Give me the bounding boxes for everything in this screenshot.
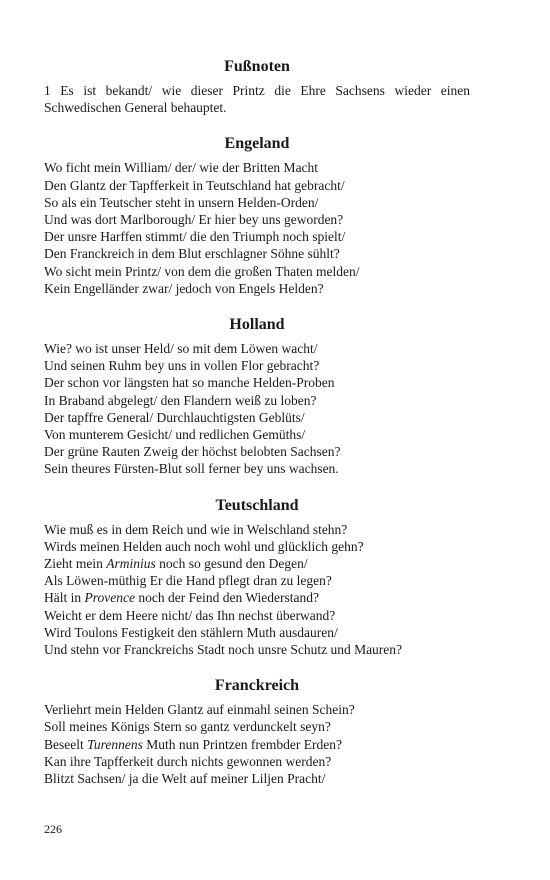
poem-section [44,675,470,787]
verse-line [44,624,470,641]
section-heading: Engeland [224,135,290,153]
verse-text: Und was dort Marlborough/ Er hier bey uns geworden? [44,212,344,228]
verse-line [44,555,470,572]
footnote-text: 1 Es ist bekandt/ wie dieser Printz die Ehre Sachsens wieder einen Schwedischen General behauptet. [44,83,470,116]
verse-line [44,589,470,606]
italic-name: Arminius [106,556,156,572]
verse-text: Kein Engelländer zwar/ jedoch von Engels Helden? [44,280,324,296]
italic-name: Turennens [87,736,143,752]
verse-text: Den Glantz der Tapfferkeit in Teutschland hat gebracht/ [44,177,345,193]
verse-text: Wirds meinen Helden auch noch wohl und glücklich gehn? [44,538,364,554]
verse-text: Sein theures Fürsten-Blut soll ferner bey uns wachsen. [44,461,339,477]
verse-text: Wo ficht mein William/ der/ wie der Britten Macht [44,160,319,176]
section-heading: Holland [229,316,285,334]
verse-line [44,641,470,658]
verse-line [44,538,470,555]
verse-text: Blitzt Sachsen/ ja die Welt auf meiner Liljen Pracht/ [44,771,326,787]
verse-line [44,753,470,770]
italic-name: Provence [84,590,135,606]
verse-text: Wie muß es in dem Reich und wie in Welschland stehn? [44,521,348,537]
verse-line [44,460,470,477]
verse-text: Der unsre Harffen stimmt/ die den Triumph noch spielt/ [44,229,346,245]
verse-text: Hält in [44,590,85,606]
verse-text: Soll meines Königs Stern so gantz verdunckelt seyn? [44,719,331,735]
verse-line [44,245,470,262]
footnotes-section [44,56,470,116]
verse-line [44,718,470,735]
verse-text: noch so gesund den Degen/ [155,556,308,572]
section-heading: Franckreich [214,677,300,695]
verse-text: Wie? wo ist unser Held/ so mit dem Löwen wacht/ [44,341,318,357]
verse-text: Weicht er dem Heere nicht/ das Ihn nechst überwand? [44,607,336,623]
verse-line [44,280,470,297]
page-body [44,56,470,804]
verse-text: Kan ihre Tapfferkeit durch nichts gewonnen werden? [44,753,332,769]
verse-line [44,701,470,718]
verse-line [44,263,470,280]
verse-text: noch der Feind den Wiederstand? [134,590,319,606]
verse-line [44,392,470,409]
verse-line [44,357,470,374]
verse-text: Der grüne Rauten Zweig der höchst belobten Sachsen? [44,444,341,460]
poem-section [44,133,470,297]
verse-text: Als Löwen-müthig Er die Hand pflegt dran zu legen? [44,573,332,589]
verse-text: Wo sicht mein Printz/ von dem die großen Thaten melden/ [44,263,360,279]
page-number: 226 [44,822,62,836]
verse-line [44,572,470,589]
verse-text: Der tapffre General/ Durchlauchtigsten Geblüts/ [44,409,305,425]
verse-text: Verliehrt mein Helden Glantz auf einmahl seinen Schein? [44,702,355,718]
verse-line [44,194,470,211]
poem-sections [44,133,470,787]
verse-text: In Braband abgelegt/ den Flandern weiß zu loben? [44,392,317,408]
verse-line [44,409,470,426]
verse-line [44,770,470,787]
verse-line [44,228,470,245]
verse-line [44,443,470,460]
verse-text: Zieht mein [44,556,107,572]
verse-text: Und seinen Ruhm bey uns in vollen Flor gebracht? [44,358,320,374]
verse-text: Wird Toulons Festigkeit den stählern Muth ausdauren/ [44,624,338,640]
verse-line [44,426,470,443]
poem-section [44,314,470,478]
verse-text: Der schon vor längsten hat so manche Helden-Proben [44,375,335,391]
verse-text: So als ein Teutscher steht in unsern Helden-Orden/ [44,194,319,210]
verse-text: Beseelt [44,736,88,752]
verse-line [44,159,470,176]
verse-line [44,211,470,228]
verse-text: Von munterem Gesicht/ und redlichen Gemüths/ [44,427,306,443]
verse-line [44,374,470,391]
verse-line [44,607,470,624]
verse-line [44,177,470,194]
verse-text: Und stehn vor Franckreichs Stadt noch unsre Schutz und Mauren? [44,642,403,658]
verse-line [44,340,470,357]
verse-line [44,521,470,538]
poem-section [44,495,470,659]
verse-text: Muth nun Printzen frembder Erden? [142,736,342,752]
footnotes-heading: Fußnoten [224,58,290,75]
section-heading: Teutschland [215,496,299,514]
verse-line [44,736,470,753]
verse-text: Den Franckreich in dem Blut erschlagner Söhne sühlt? [44,246,340,262]
